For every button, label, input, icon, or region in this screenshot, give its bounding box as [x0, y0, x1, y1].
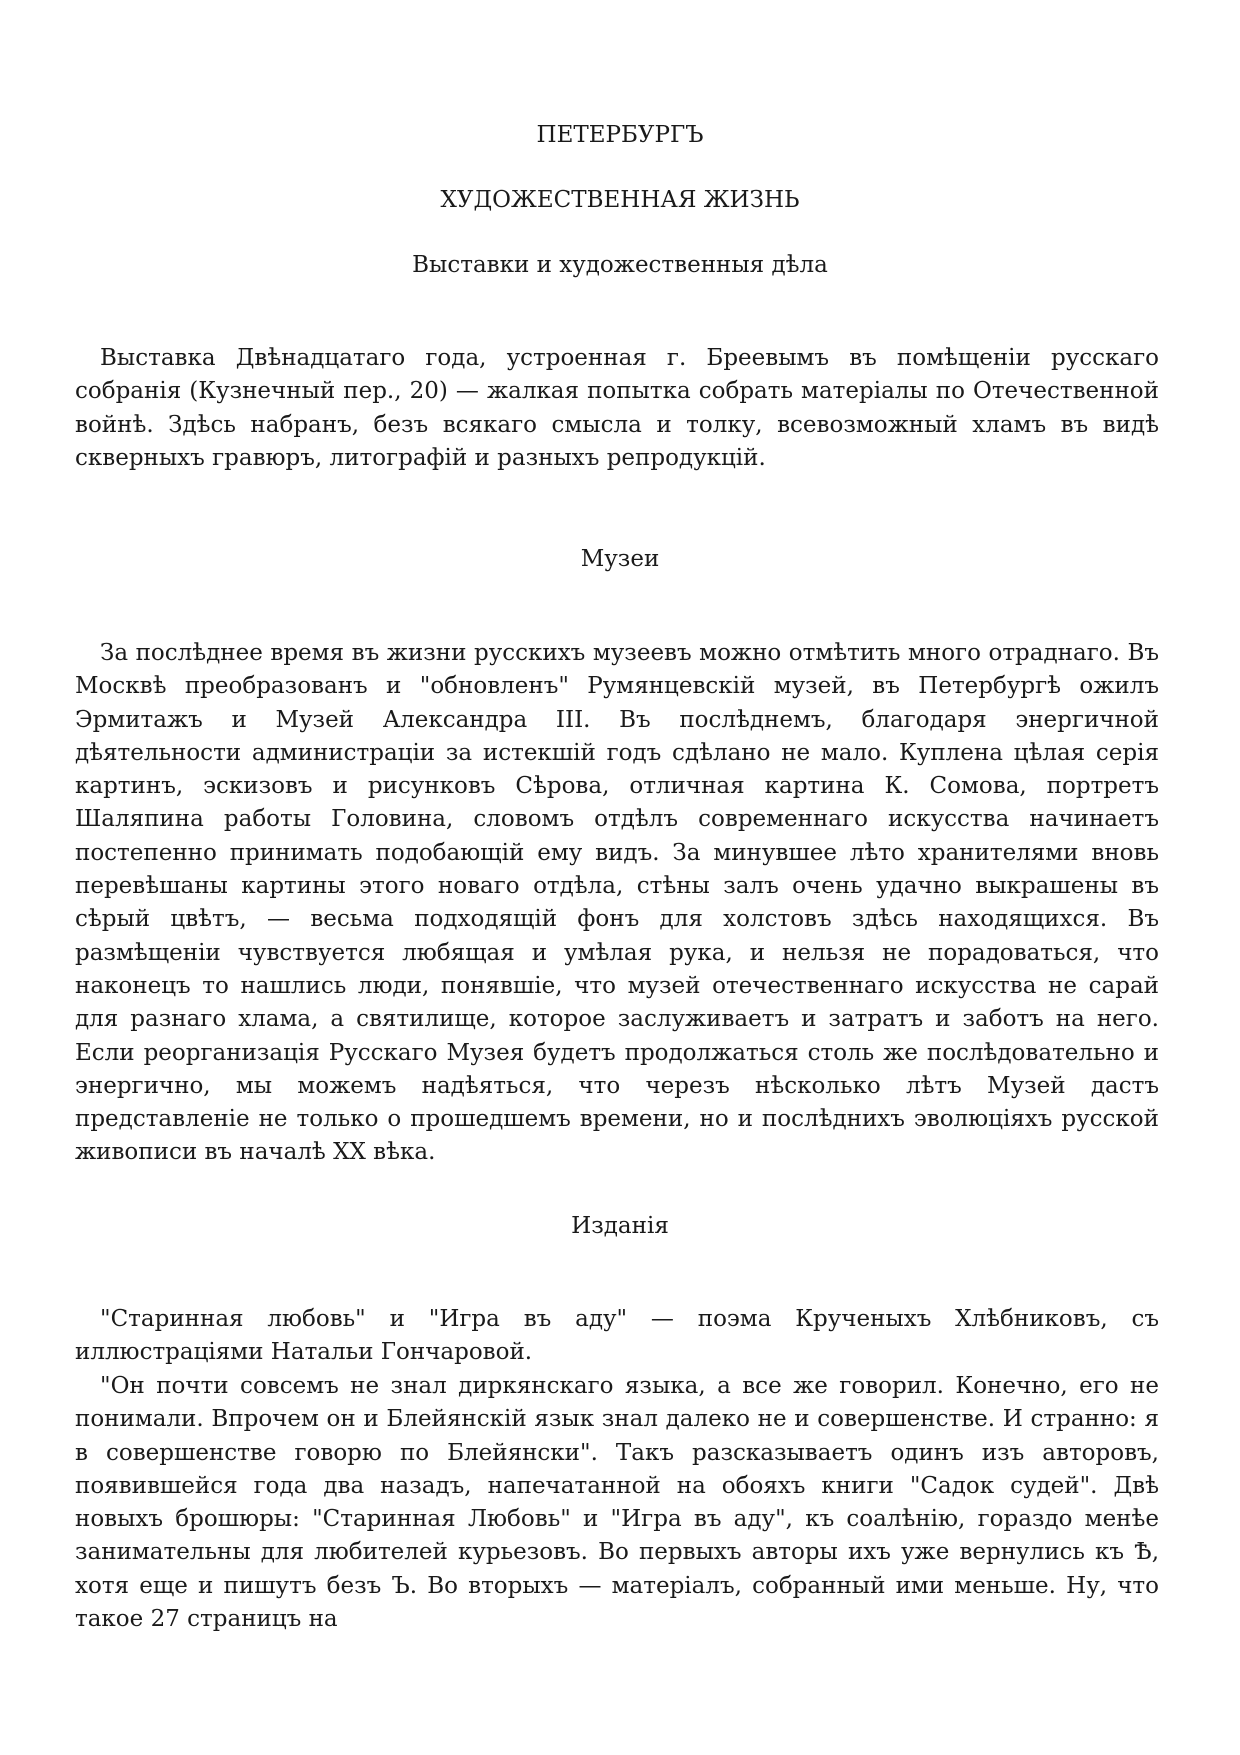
page-subtitle: ХУДОЖЕСТВЕННАЯ ЖИЗНЬ [440, 187, 800, 213]
section-heading-museums: Музеи [580, 546, 660, 572]
paragraph-publications-2: "Он почти совсемъ не знал диркянскаго языка, а все же говорил. Конечно, его не понимали. Впрочем он и Блейянскiй язык знал далеко не и совершенстве. И странно: я в совершенстве говорю по Блейянски". Такъ разсказываетъ одинъ изъ авторовъ, появившейся года два назадъ, напечатанной на обояхъ книги "Садок судей". Двѣ новыхъ брошюры: "Старинная Любовь" и "Игра въ аду", къ соалѣнiю, гораздо менѣе занимательны для любителей курьезовъ. Во первыхъ авторы ихъ уже вернулись къ Ѣ, хотя еще и пишутъ безъ Ъ. Во вторыхъ — матерiалъ, собранный ими меньше. Ну, что такое 27 страницъ на [75, 1373, 1159, 1633]
paragraph-publications-1: "Старинная любовь" и "Игра въ аду" — поэма Крученыхъ Хлѣбниковъ, съ иллюстрацiями Натальи Гончаровой. [75, 1306, 1159, 1366]
page-title: ПЕТЕРБУРГЪ [536, 122, 704, 148]
section-heading-exhibitions: Выставки и художественныя дѣла [412, 252, 828, 278]
paragraph-exhibitions: Выставка Двѣнадцатаго года, устроенная г. Бреевымъ въ помѣщенiи русскаго собранiя (Кузнечный пер., 20) — жалкая попытка собрать матерiалы по Отечественной войнѣ. Здѣсь набранъ, безъ всякаго смысла и толку, всевозможный хламъ въ видѣ скверныхъ гравюръ, литографiй и разныхъ репродукцiй. [75, 345, 1159, 471]
paragraph-museums: За послѣднее время въ жизни русскихъ музеевъ можно отмѣтить много отраднаго. Въ Москвѣ преобразованъ и "обновленъ" Румянцевскiй музей, въ Петербургѣ ожилъ Эрмитажъ и Музей Александра III. Въ послѣднемъ, благодаря энергичной дѣятельности администрацiи за истекшiй годъ сдѣлано не мало. Куплена цѣлая серiя картинъ, эскизовъ и рисунковъ Сѣрова, отличная картина К. Сомова, портретъ Шаляпина работы Головина, словомъ отдѣлъ современнаго искусства начинаетъ постепенно принимать подобающiй ему видъ. За минувшее лѣто хранителями вновь перевѣшаны картины этого новаго отдѣла, стѣны залъ очень удачно выкрашены въ сѣрый цвѣтъ, — весьма подходящiй фонъ для холстовъ здѣсь находящихся. Въ размѣщенiи чувствуется любящая и умѣлая рука, и нельзя не порадоваться, что наконецъ то нашлись люди, понявшiе, что музей отечественнаго искусства не сарай для разнаго хлама, а святилище, которое заслуживаетъ и затратъ и заботъ на него. Если реорганизацiя Русскаго Музея будетъ продолжаться столь же послѣдовательно и энергично, мы можемъ надѣяться, что черезъ нѣсколько лѣтъ Музей дастъ представленiе не только о прошедшемъ времени, но и послѣднихъ эволюцiяхъ русской живописи въ началѣ XX вѣка. [75, 640, 1159, 1166]
section-heading-publications: Изданiя [571, 1213, 669, 1239]
